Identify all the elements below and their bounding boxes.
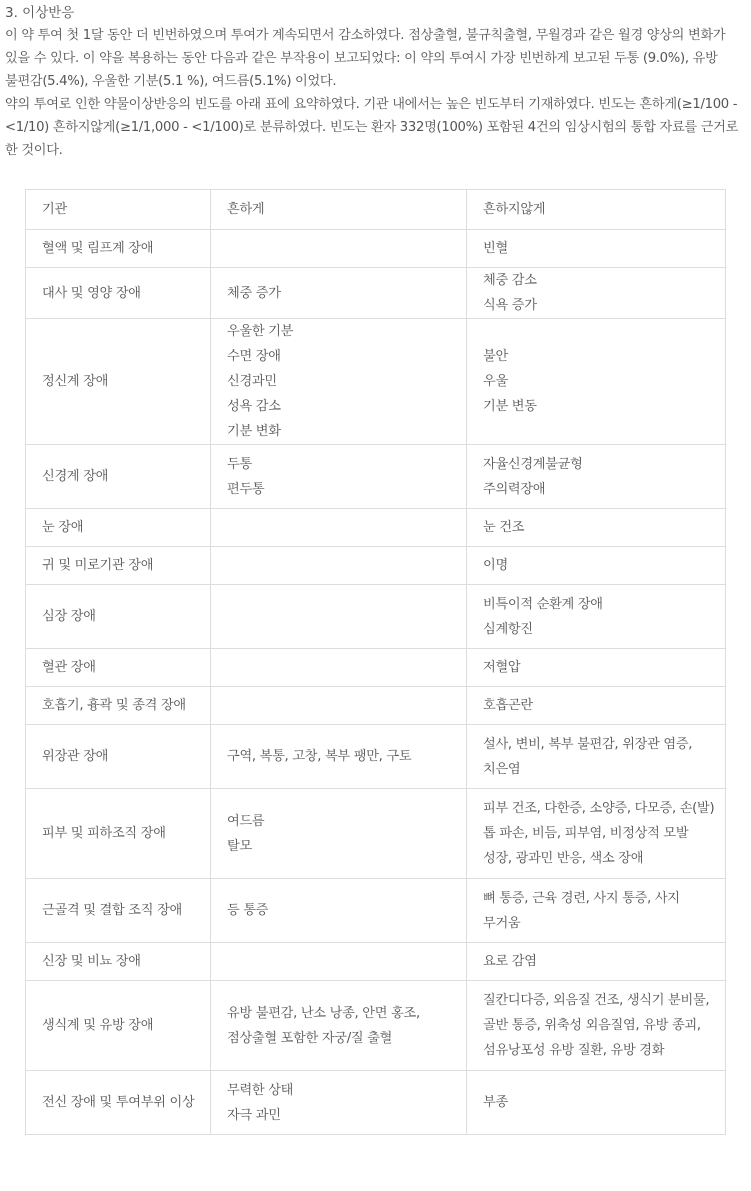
uncommon-cell [467, 230, 726, 268]
organ-cell: 신장 및 비뇨 장애 [26, 943, 211, 981]
common-cell [211, 789, 467, 879]
common-reaction-item: 수면 장애 [227, 349, 281, 364]
common-reaction-item: 성욕 감소 [227, 399, 281, 414]
organ-cell: 대사 및 영양 장애 [26, 268, 211, 319]
common-reaction-item: 우울한 기분 [227, 324, 294, 339]
uncommon-reaction-item: 저혈압 [483, 660, 521, 675]
uncommon-cell [467, 1071, 726, 1135]
header-common: 흔하게 [211, 190, 467, 230]
organ-cell: 위장관 장애 [26, 725, 211, 789]
organ-cell: 정신계 장애 [26, 319, 211, 445]
common-cell [211, 725, 467, 789]
table-row [26, 547, 726, 585]
uncommon-cell [467, 687, 726, 725]
uncommon-cell [467, 725, 726, 789]
organ-cell: 혈관 장애 [26, 649, 211, 687]
common-cell [211, 1071, 467, 1135]
section-title: 3. 이상반응 [5, 5, 75, 21]
uncommon-reaction-item: 설사, 변비, 복부 불편감, 위장관 염증, 치은염 [483, 736, 693, 777]
table-row [26, 789, 726, 879]
table-header-row [26, 190, 726, 230]
uncommon-reaction-item: 불안 [483, 349, 508, 364]
common-cell [211, 268, 467, 319]
common-cell [211, 547, 467, 585]
table-row [26, 725, 726, 789]
uncommon-reaction-item: 이명 [483, 558, 508, 573]
uncommon-reaction-item: 우울 [483, 374, 508, 389]
uncommon-cell [467, 547, 726, 585]
organ-cell: 생식계 및 유방 장애 [26, 981, 211, 1071]
common-reaction-item: 탈모 [227, 838, 252, 854]
uncommon-reaction-item: 심계항진 [483, 621, 533, 637]
uncommon-cell [467, 649, 726, 687]
common-reaction-item: 등 통증 [227, 903, 269, 918]
table-row [26, 268, 726, 319]
uncommon-reaction-item: 질칸디다증, 외음질 건조, 생식기 분비물, 골반 통증, 위축성 외음질염, 유방 종괴, 섬유낭포성 유방 질환, 유방 경화 [483, 993, 710, 1058]
uncommon-cell [467, 585, 726, 649]
uncommon-cell [467, 943, 726, 981]
uncommon-reaction-item: 요로 감염 [483, 954, 537, 969]
uncommon-reaction-item: 주의력장애 [483, 481, 546, 497]
table-body [26, 230, 726, 1135]
table-row [26, 319, 726, 445]
table-row [26, 687, 726, 725]
common-cell [211, 879, 467, 943]
uncommon-reaction-item: 빈혈 [483, 241, 508, 256]
intro-paragraph-1: 이 약 투여 첫 1달 동안 더 빈번하였으며 투여가 계속되면서 감소하였다. 점상출혈, 불규칙출혈, 무월경과 같은 월경 양상의 변화가 있을 수 있다. 이 약을 복용하는 동안 다음과 같은 부작용이 보고되었다: 이 약의 투여시 가장 빈번하게 보고된 두통 (9.0%), 유방 불편감(5.4%), 우울한 기분(5.1 %), 여드름(5.1%) 이었다. [5, 28, 726, 89]
common-cell [211, 981, 467, 1071]
common-cell [211, 649, 467, 687]
organ-cell: 귀 및 미로기관 장애 [26, 547, 211, 585]
header-uncommon: 흔하지않게 [467, 190, 726, 230]
organ-cell: 근골격 및 결합 조직 장애 [26, 879, 211, 943]
uncommon-reaction-item: 부종 [483, 1095, 508, 1110]
uncommon-cell [467, 319, 726, 445]
table-row [26, 230, 726, 268]
common-cell [211, 585, 467, 649]
intro-section [5, 0, 745, 162]
table-row [26, 585, 726, 649]
organ-cell: 전신 장애 및 투여부위 이상 [26, 1071, 211, 1135]
organ-cell: 눈 장애 [26, 509, 211, 547]
table-row [26, 509, 726, 547]
uncommon-reaction-item: 비특이적 순환계 장애 [483, 596, 603, 612]
uncommon-reaction-item: 체중 감소 [483, 273, 537, 288]
uncommon-reaction-item: 뼈 통증, 근육 경련, 사지 통증, 사지 무거움 [483, 890, 680, 931]
common-reaction-item: 유방 불편감, 난소 낭종, 안면 홍조, 점상출혈 포함한 자궁/질 출혈 [227, 1005, 420, 1046]
uncommon-cell [467, 879, 726, 943]
table-row [26, 1071, 726, 1135]
adverse-reaction-table [25, 189, 726, 1135]
common-cell [211, 445, 467, 509]
table-row [26, 981, 726, 1071]
organ-cell: 심장 장애 [26, 585, 211, 649]
header-organ: 기관 [26, 190, 211, 230]
organ-cell: 피부 및 피하조직 장애 [26, 789, 211, 879]
common-cell [211, 230, 467, 268]
uncommon-reaction-item: 눈 건조 [483, 520, 525, 535]
uncommon-reaction-item: 호흡곤란 [483, 698, 533, 713]
common-reaction-item: 기분 변화 [227, 424, 281, 439]
common-reaction-item: 편두통 [227, 481, 265, 497]
uncommon-reaction-item: 자율신경계불균형 [483, 456, 583, 472]
uncommon-cell [467, 445, 726, 509]
common-reaction-item: 두통 [227, 456, 252, 472]
organ-cell: 호흡기, 흉곽 및 종격 장애 [26, 687, 211, 725]
uncommon-reaction-item: 피부 건조, 다한증, 소양증, 다모증, 손(발)톱 파손, 비듬, 피부염, 비정상적 모발 성장, 광과민 반응, 색소 장애 [483, 801, 715, 866]
uncommon-cell [467, 981, 726, 1071]
uncommon-cell [467, 268, 726, 319]
common-cell [211, 509, 467, 547]
common-cell [211, 943, 467, 981]
table-row [26, 943, 726, 981]
uncommon-cell [467, 509, 726, 547]
table-row [26, 649, 726, 687]
uncommon-cell [467, 789, 726, 879]
table-row [26, 445, 726, 509]
table-row [26, 879, 726, 943]
common-reaction-item: 체중 증가 [227, 285, 281, 301]
common-reaction-item: 구역, 복통, 고창, 복부 팽만, 구토 [227, 749, 412, 764]
common-cell [211, 687, 467, 725]
uncommon-reaction-item: 식욕 증가 [483, 298, 537, 313]
uncommon-reaction-item: 기분 변동 [483, 399, 537, 414]
intro-paragraph-2: 약의 투여로 인한 약물이상반응의 빈도를 아래 표에 요약하였다. 기관 내에서는 높은 빈도부터 기재하였다. 빈도는 흔하게(≥1/100 - <1/10) 흔하지않게(≥1/1,000 - <1/100)로 분류하였다. 빈도는 환자 332명(100%) 포함된 4건의 임상시험의 통합 자료를 근거로 한 것이다. [5, 97, 739, 158]
organ-cell: 신경계 장애 [26, 445, 211, 509]
common-reaction-item: 여드름 [227, 813, 265, 829]
common-reaction-item: 무력한 상태 [227, 1082, 294, 1098]
organ-cell: 혈액 및 림프계 장애 [26, 230, 211, 268]
common-reaction-item: 신경과민 [227, 374, 277, 389]
common-cell [211, 319, 467, 445]
common-reaction-item: 자극 과민 [227, 1107, 281, 1123]
